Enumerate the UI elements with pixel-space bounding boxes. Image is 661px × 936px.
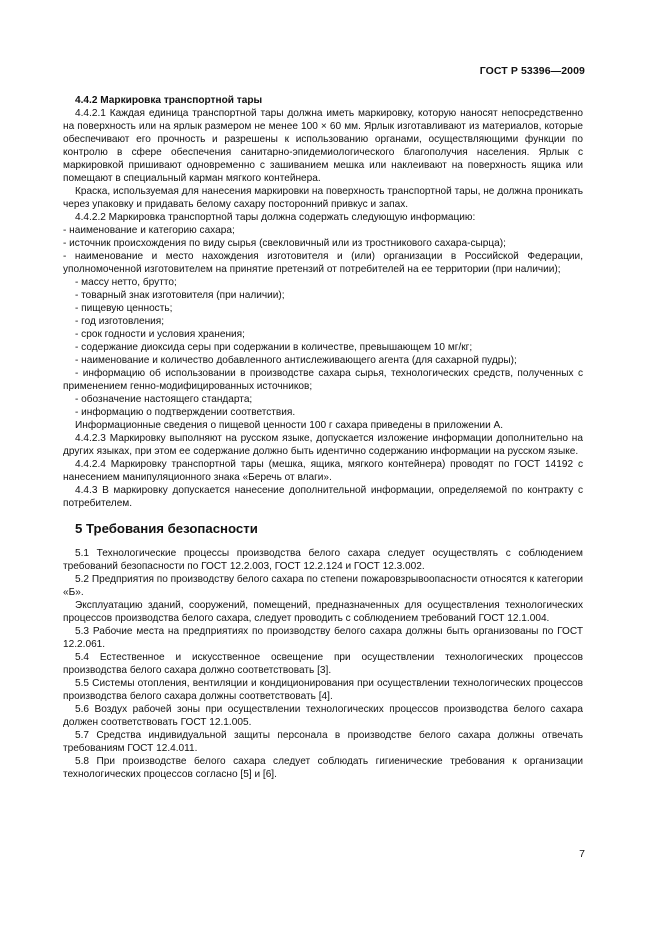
paragraph-5-2-buildings: Эксплуатацию зданий, сооружений, помещений, предназначенных для осуществления технологических процессов производства белого сахара, следует проводить с соблюдением требований ГОСТ 12.1.004.	[63, 600, 583, 624]
paragraph-5-3: 5.3 Рабочие места на предприятиях по производству белого сахара должны быть организованы по ГОСТ 12.2.061.	[63, 626, 583, 650]
paragraph-5-8: 5.8 При производстве белого сахара следует соблюдать гигиенические требования к организации технологических процессов согласно [5] и [6].	[63, 756, 583, 780]
document-body	[63, 94, 583, 781]
paragraph-4-4-3: 4.4.3 В маркировку допускается нанесение дополнительной информации, определяемой по контракту с потребителем.	[63, 485, 583, 509]
list-item: - год изготовления;	[75, 316, 165, 327]
subsection-title-4-4-2: 4.4.2 Маркировка транспортной тары	[75, 95, 263, 106]
list-item: - товарный знак изготовителя (при наличии);	[75, 290, 285, 301]
paragraph-4-4-2-4: 4.4.2.4 Маркировку транспортной тары (мешка, ящика, мягкого контейнера) проводят по ГОСТ 14192 с нанесением манипуляционного знака «Беречь от влаги».	[63, 459, 583, 483]
standard-header: ГОСТ Р 53396—2009	[479, 65, 585, 77]
page-number: 7	[579, 848, 585, 860]
list-item: - пищевую ценность;	[75, 303, 173, 314]
paragraph-5-5: 5.5 Системы отопления, вентиляции и кондиционирования при осуществлении технологических процессов производства белого сахара должны соответствовать [4].	[63, 678, 583, 702]
list-item: - наименование и место нахождения изготовителя и (или) организации в Российской Федерации, уполномоченной изготовителем на принятие претензий от потребителей на ее территории (при наличии);	[63, 251, 583, 275]
paragraph-5-4: 5.4 Естественное и искусственное освещение при осуществлении технологических процессов производства белого сахара должно соответствовать [3].	[63, 652, 583, 676]
paragraph-4-4-2-2: 4.4.2.2 Маркировка транспортной тары должна содержать следующую информацию:	[75, 212, 476, 223]
list-item: - массу нетто, брутто;	[75, 277, 177, 288]
list-item: - информацию об использовании в производстве сахара сырья, технологических средств, полученных с применением генно-модифицированных источников;	[63, 368, 583, 392]
paragraph-nutrition-reference: Информационные сведения о пищевой ценности 100 г сахара приведены в приложении А.	[75, 420, 504, 431]
paragraph-5-2: 5.2 Предприятия по производству белого сахара по степени пожаровзрывоопасности относятся к категории «Б».	[63, 574, 583, 598]
list-item: - содержание диоксида серы при содержании в количестве, превышающем 10 мг/кг;	[75, 342, 473, 353]
paragraph-4-4-2-1: 4.4.2.1 Каждая единица транспортной тары должна иметь маркировку, которую наносят непосредственно на поверхность или на ярлык размером не менее 100 × 60 мм. Ярлык изготавливают из материалов, которые обеспечивают его прочность и разрешены к использованию органами, осуществляющими функции по контролю в сфере обеспечения санитарно-эпидемиологического благополучия населения. Ярлык с маркировкой пришивают одновременно с зашиванием мешка или наклеивают на поверхность ящика или помещают в специальный карман мягкого контейнера.	[63, 108, 583, 184]
paragraph-5-7: 5.7 Средства индивидуальной защиты персонала в производстве белого сахара должны отвечать требованиям ГОСТ 12.4.011.	[63, 730, 583, 754]
list-item: - срок годности и условия хранения;	[75, 329, 245, 340]
section-title-5: 5 Требования безопасности	[75, 521, 258, 536]
list-item: - обозначение настоящего стандарта;	[75, 394, 253, 405]
list-item: - информацию о подтверждении соответствия.	[75, 407, 296, 418]
list-item: - источник происхождения по виду сырья (свекловичный или из тростникового сахара-сырца);	[63, 238, 506, 249]
paragraph-5-6: 5.6 Воздух рабочей зоны при осуществлении технологических процессов производства белого сахара должен соответствовать ГОСТ 12.1.005.	[63, 704, 583, 728]
list-item: - наименование и категорию сахара;	[63, 225, 235, 236]
list-item: - наименование и количество добавленного антислеживающего агента (для сахарной пудры);	[75, 355, 517, 366]
paragraph-4-4-2-3: 4.4.2.3 Маркировку выполняют на русском языке, допускается изложение информации дополнительно на других языках, при этом ее содержание должно быть идентично содержанию информации на русском языке.	[63, 433, 583, 457]
paragraph-5-1: 5.1 Технологические процессы производства белого сахара следует осуществлять с соблюдением требований безопасности по ГОСТ 12.2.003, ГОСТ 12.2.124 и ГОСТ 12.3.002.	[63, 548, 583, 572]
paragraph-paint: Краска, используемая для нанесения маркировки на поверхность транспортной тары, не должна проникать через упаковку и придавать белому сахару посторонний привкус и запах.	[63, 186, 583, 210]
